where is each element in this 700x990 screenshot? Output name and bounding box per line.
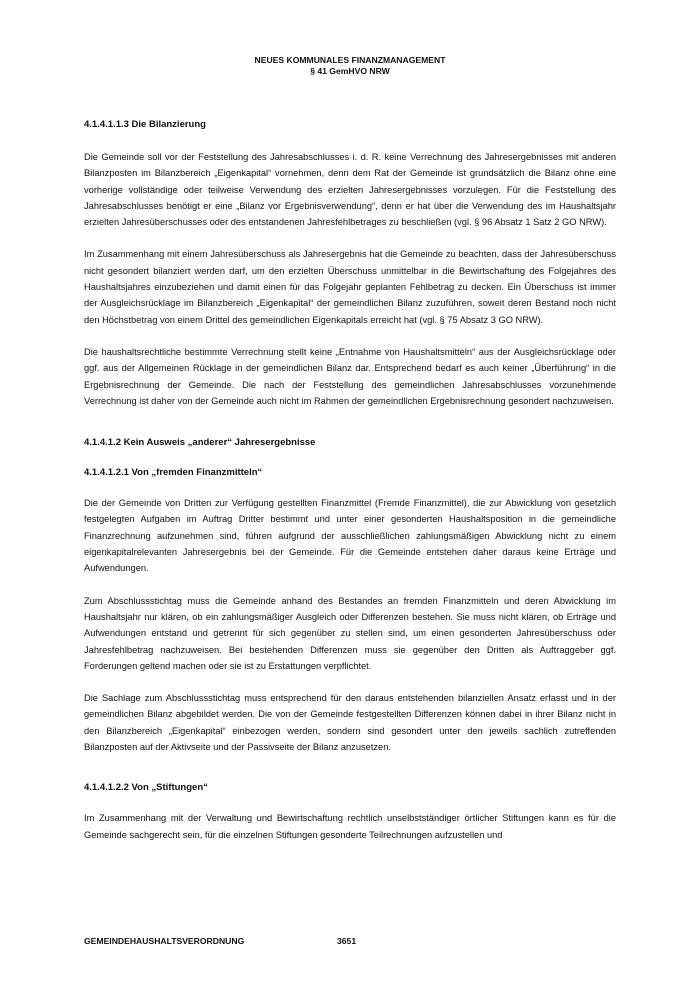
header-subtitle: § 41 GemHVO NRW	[310, 66, 390, 76]
paragraph: Im Zusammenhang mit der Verwaltung und Bewirtschaftung rechtlich unselbstständiger örtlicher Stiftungen kann es für die Gemeinde sachgerecht sein, für die einzelnen Stiftungen gesonderte Teilrechnungen aufzustellen und	[84, 813, 616, 840]
paragraph: Die der Gemeinde von Dritten zur Verfügung gestellten Finanzmittel (Fremde Finanzmittel), die zur Abwicklung von gesetzlich festgelegten Aufgaben im Auftrag Dritter bestimmt und unter einer gesonderten Haushaltsposition in die gemeindliche Finanzrechnung aufzunehmen sind, führen aufgrund der ausschließlichen zahlungsmäßigen Abwicklung nicht zu einem eigenkapitalrelevanten Jahresergebnis bei der Gemeinde. Für die Gemeinde entstehen daher daraus keine Erträge und Aufwendungen.	[84, 498, 616, 574]
page-footer	[84, 936, 616, 947]
document-body	[84, 118, 616, 843]
page-header	[0, 55, 700, 77]
section-heading-bilanzierung: 4.1.4.1.1.3 Die Bilanzierung	[84, 119, 206, 130]
section-heading-kein-ausweis: 4.1.4.1.2 Kein Ausweis „anderer“ Jahresergebnisse	[84, 437, 316, 449]
paragraph: Die Gemeinde soll vor der Feststellung des Jahresabschlusses i. d. R. keine Verrechnung des Jahresergebnisses mit anderen Bilanzposten im Bilanzbereich „Eigenkapital“ vornehmen, denn dem Rat der Gemeinde ist grundsätzlich die Bilanz ohne eine vorherige vollständige oder teilweise Verwendung des erzielten Jahresergebnisses vorzulegen. Für die Feststellung des Jahresabschlusses benötigt er eine „Bilanz vor Ergebnisverwendung“, denn er hat über die Verwendung des im Haushaltsjahr erzielten Jahresüberschusses oder des entstandenen Jahresfehlbetrages zu beschließen (vgl. § 96 Absatz 1 Satz 2 GO NRW).	[84, 152, 616, 228]
paragraph: Die haushaltsrechtliche bestimmte Verrechnung stellt keine „Entnahme von Haushaltsmitteln“ aus der Ausgleichsrücklage oder ggf. aus der Allgemeinen Rücklage in der gemeindlichen Bilanz dar. Entsprechend bedarf es auch keiner „Überführung“ in die Ergebnisrechnung der Gemeinde. Die nach der Feststellung des gemeindlichen Jahresabschlusses vorzunehmende Verrechnung ist daher von der Gemeinde auch nicht im Rahmen der gemeindlichen Ergebnisrechnung gesondert nachzuweisen.	[84, 346, 616, 406]
page-number: 3651	[337, 936, 357, 946]
paragraph: Im Zusammenhang mit einem Jahresüberschuss als Jahresergebnis hat die Gemeinde zu beachten, dass der Jahresüberschuss nicht gesondert bilanziert werden darf, um den erzielten Überschuss unmittelbar in die Bewirtschaftung des Folgejahres des Haushaltsjahres einzubeziehen und damit einen für das Folgejahr geplanten Fehlbetrag zu decken. Ein Überschuss ist immer der Ausgleichsrücklage im Bilanzbereich „Eigenkapital“ der gemeindlichen Bilanz zuzuführen, soweit deren Bestand noch nicht den Höchstbetrag von einem Drittel des gemeindlichen Eigenkapitals erreicht hat (vgl. § 75 Absatz 3 GO NRW).	[84, 249, 616, 325]
paragraph: Die Sachlage zum Abschlussstichtag muss entsprechend für den daraus entstehenden bilanziellen Ansatz erfasst und in der gemeindlichen Bilanz abgebildet werden. Die von der Gemeinde festgestellten Differenzen können dabei in ihrer Bilanz nicht in den Bilanzbereich „Eigenkapital“ einbezogen werden, sondern sind gesondert unter den jeweils sachlich zutreffenden Bilanzposten auf der Aktivseite und der Passivseite der Bilanz anzusetzen.	[84, 693, 616, 753]
section-heading-fremde-finanzmittel: 4.1.4.1.2.1 Von „fremden Finanzmitteln“	[84, 467, 263, 479]
section-heading-stiftungen: 4.1.4.1.2.2 Von „Stiftungen“	[84, 782, 208, 794]
paragraph: Zum Abschlussstichtag muss die Gemeinde anhand des Bestandes an fremden Finanzmitteln und deren Abwicklung im Haushaltsjahr nur klären, ob ein zahlungsmäßiger Ausgleich oder Differenzen bestehen. Sie muss nicht klären, ob Erträge und Aufwendungen entstand und getrennt für sich gegenüber zu stellen sind, um einen gesonderten Jahresüberschuss oder Jahresfehlbetrag nachzuweisen. Bei bestehenden Differenzen muss sie gegenüber den Dritten als Auftraggeber ggf. Forderungen geltend machen oder sie ist zu Erstattungen verpflichtet.	[84, 595, 616, 671]
header-title: NEUES KOMMUNALES FINANZMANAGEMENT	[254, 55, 446, 65]
footer-title: GEMEINDEHAUSHALTSVERORDNUNG	[84, 936, 245, 946]
